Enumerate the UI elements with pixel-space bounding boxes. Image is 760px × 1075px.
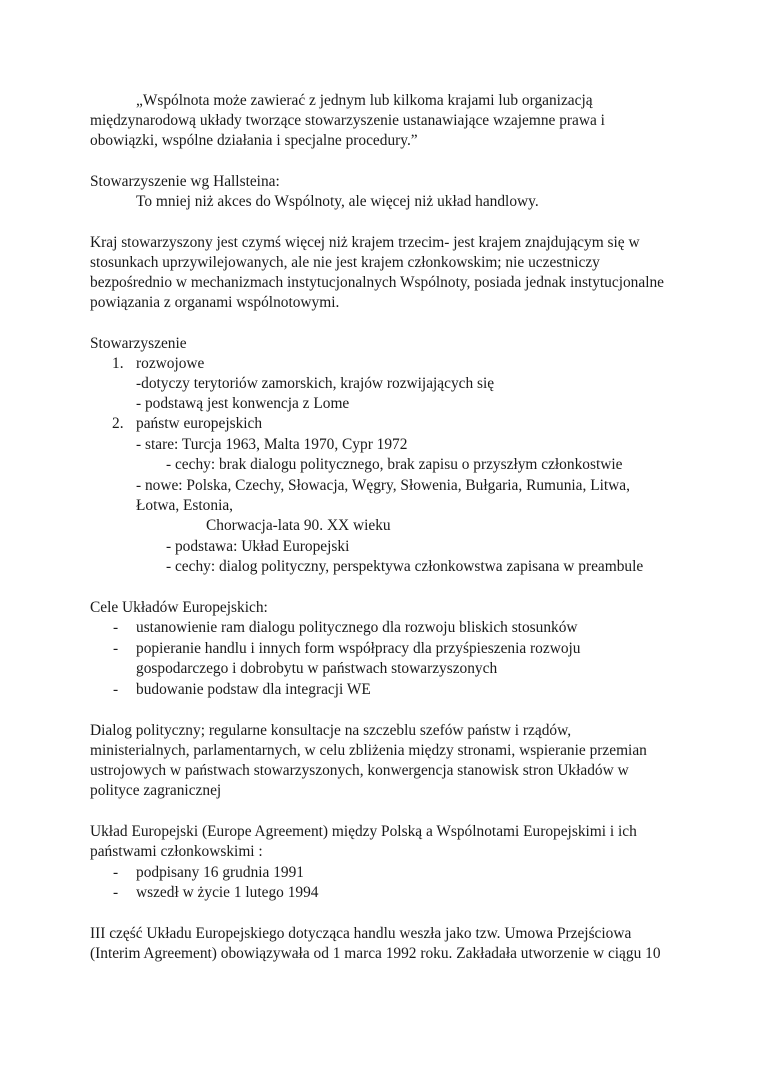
- hallstein-heading: Stowarzyszenie wg Hallsteina:: [90, 173, 280, 190]
- paragraph-line: ustrojowych w państwach stowarzyszonych, konwergencja stanowisk stron Układów w: [90, 762, 629, 779]
- list-item: popieranie handlu i innych form współpracy dla przyśpieszenia rozwoju: [136, 640, 581, 657]
- paragraph-line: polityce zagranicznej: [90, 782, 222, 799]
- paragraph-line: Kraj stowarzyszony jest czymś więcej niż krajem trzecim- jest krajem znajdującym się w: [90, 234, 640, 251]
- list-number: 2.: [112, 415, 124, 432]
- list-item: rozwojowe: [136, 355, 205, 372]
- paragraph-line: Dialog polityczny; regularne konsultacje na szczeblu szefów państw i rządów,: [90, 722, 572, 739]
- section-heading: Cele Układów Europejskich:: [90, 599, 268, 616]
- list-number: 1.: [112, 355, 124, 372]
- list-detail: Łotwa, Estonia,: [136, 497, 234, 514]
- list-item: wszedł w życie 1 lutego 1994: [136, 884, 319, 901]
- paragraph-line: powiązania z organami wspólnotowymi.: [90, 294, 340, 311]
- bullet: -: [113, 884, 119, 901]
- list-item: budowanie podstaw dla integracji WE: [136, 681, 371, 698]
- quote-line: „Wspólnota może zawierać z jednym lub kilkoma krajami lub organizacją: [136, 92, 593, 109]
- quote-line: obowiązki, wspólne działania i specjalne procedury.”: [90, 132, 418, 149]
- list-item: ustanowienie ram dialogu politycznego dla rozwoju bliskich stosunków: [136, 619, 578, 636]
- paragraph-line: państwami członkowskimi :: [90, 843, 263, 860]
- quote-line: międzynarodową układy tworzące stowarzyszenie ustanawiające wzajemne prawa i: [90, 112, 605, 129]
- list-detail: - nowe: Polska, Czechy, Słowacja, Węgry, Słowenia, Bułgaria, Rumunia, Litwa,: [136, 477, 630, 494]
- list-item: podpisany 16 grudnia 1991: [136, 864, 304, 881]
- list-detail: Chorwacja-lata 90. XX wieku: [206, 517, 391, 534]
- list-detail: - podstawa: Układ Europejski: [166, 538, 350, 555]
- paragraph-line: III część Układu Europejskiego dotycząca handlu weszła jako tzw. Umowa Przejściowa: [90, 925, 632, 942]
- bullet: -: [113, 681, 119, 698]
- bullet: -: [113, 619, 119, 636]
- paragraph-line: ministerialnych, parlamentarnych, w celu zbliżenia między stronami, wspieranie przemian: [90, 742, 647, 759]
- paragraph-line: stosunkach uprzywilejowanych, ale nie jest krajem członkowskim; nie uczestniczy: [90, 254, 600, 271]
- list-detail: - podstawą jest konwencja z Lome: [136, 395, 350, 412]
- list-detail: - cechy: dialog polityczny, perspektywa członkowstwa zapisana w preambule: [166, 558, 644, 575]
- paragraph-line: Układ Europejski (Europe Agreement) między Polską a Wspólnotami Europejskimi i ich: [90, 823, 637, 840]
- list-detail: - cechy: brak dialogu politycznego, brak zapisu o przyszłym członkostwie: [166, 456, 623, 473]
- hallstein-text: To mniej niż akces do Wspólnoty, ale więcej niż układ handlowy.: [136, 193, 539, 210]
- list-item: państw europejskich: [136, 415, 263, 432]
- bullet: -: [113, 864, 119, 881]
- paragraph-line: bezpośrednio w mechanizmach instytucjonalnych Wspólnoty, posiada jednak instytucjonalne: [90, 274, 665, 291]
- list-detail: - stare: Turcja 1963, Malta 1970, Cypr 1972: [136, 436, 408, 453]
- paragraph-line: (Interim Agreement) obowiązywała od 1 marca 1992 roku. Zakładała utworzenie w ciągu 10: [90, 945, 661, 962]
- section-heading: Stowarzyszenie: [90, 335, 187, 352]
- list-detail: -dotyczy terytoriów zamorskich, krajów rozwijających się: [136, 375, 495, 392]
- list-item: gospodarczego i dobrobytu w państwach stowarzyszonych: [136, 660, 498, 677]
- bullet: -: [113, 640, 119, 657]
